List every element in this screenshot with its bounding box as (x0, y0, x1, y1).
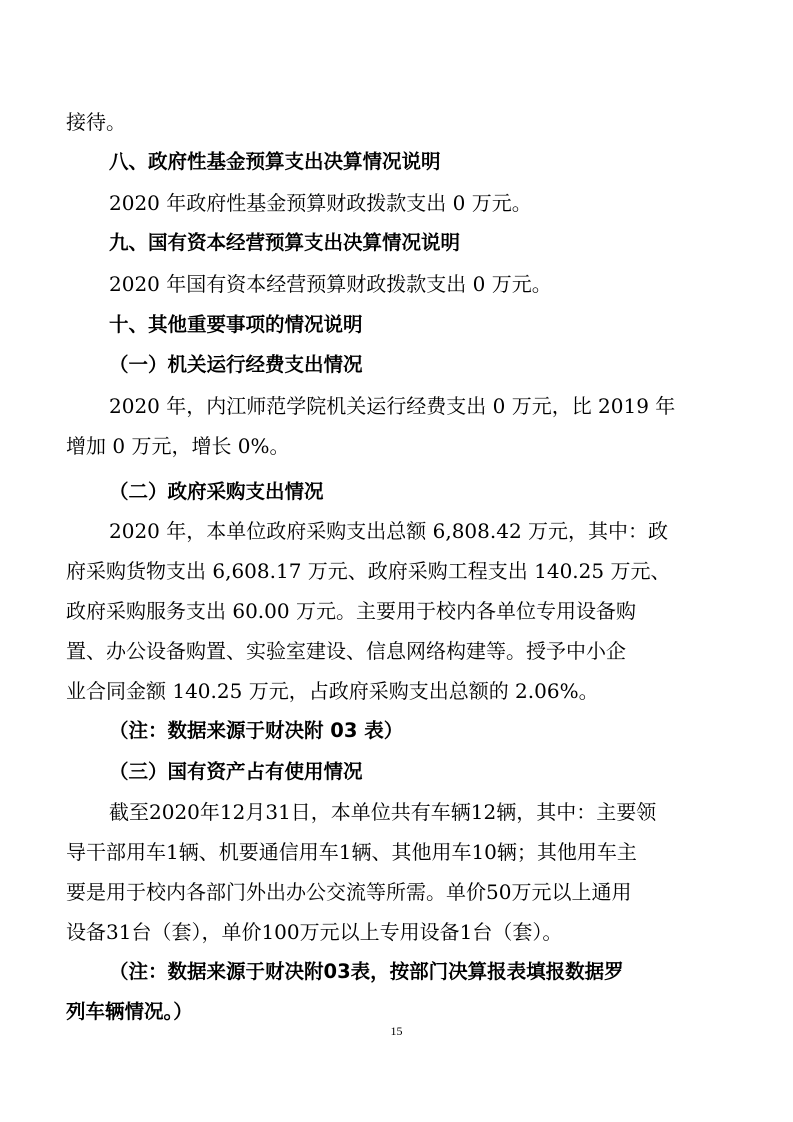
body-text-line: 2020 年国有资本经营预算财政拨款支出 0 万元。 (109, 272, 552, 296)
body-text-line: 增加 0 万元，增长 0%。 (66, 434, 290, 458)
source-note: （注：数据来源于财决附03表，按部门决算报表填报数据罗 (109, 960, 624, 983)
body-text-line: 设备31台（套），单价100万元以上专用设备1台（套）。 (66, 920, 563, 944)
body-text-line: 接待。 (66, 110, 126, 134)
body-text-line: 要是用于校内各部门外出办公交流等所需。单价50万元以上通用 (66, 880, 632, 904)
body-text-line: 府采购货物支出 6,608.17 万元、政府采购工程支出 140.25 万元、 (66, 559, 671, 583)
body-text-line: 业合同金额 140.25 万元，占政府采购支出总额的 2.06%。 (66, 679, 599, 703)
page-number: 15 (390, 1024, 403, 1038)
subsection-heading-3: （三）国有资产占有使用情况 (109, 760, 363, 783)
section-heading-ten: 十、其他重要事项的情况说明 (109, 313, 363, 336)
subsection-heading-1: （一）机关运行经费支出情况 (109, 353, 363, 376)
body-text-line: 政府采购服务支出 60.00 万元。主要用于校内各单位专用设备购 (66, 599, 636, 623)
section-heading-eight: 八、政府性基金预算支出决算情况说明 (109, 150, 441, 173)
body-text-line: 导干部用车1辆、机要通信用车1辆、其他用车10辆；其他用车主 (66, 840, 637, 864)
section-heading-nine: 九、国有资本经营预算支出决算情况说明 (109, 231, 461, 254)
body-text-line: 置、办公设备购置、实验室建设、信息网络构建等。授予中小企 (66, 639, 626, 663)
source-note: （注：数据来源于财决附 03 表） (109, 719, 404, 742)
subsection-heading-2: （二）政府采购支出情况 (109, 480, 324, 503)
body-text-line: 2020 年，内江师范学院机关运行经费支出 0 万元，比 2019 年 (109, 394, 676, 418)
body-text-line: 2020 年政府性基金预算财政拨款支出 0 万元。 (109, 191, 532, 215)
source-note-continuation: 列车辆情况。） (66, 1000, 193, 1023)
body-text-line: 截至2020年12月31日，本单位共有车辆12辆，其中：主要领 (109, 800, 657, 824)
body-text-line: 2020 年，本单位政府采购支出总额 6,808.42 万元，其中：政 (109, 519, 669, 543)
